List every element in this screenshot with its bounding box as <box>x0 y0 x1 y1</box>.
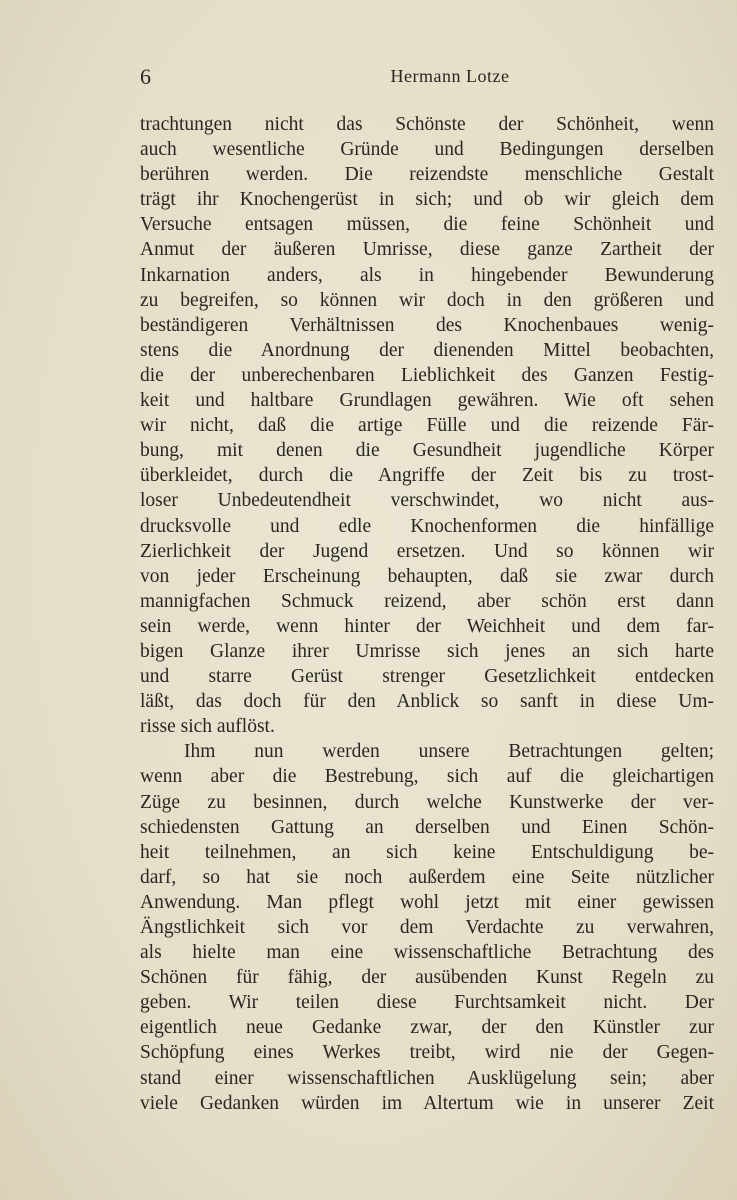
text-line: stens die Anordnung der dienenden Mittel beobachten, <box>140 339 714 361</box>
text-line: berühren werden. Die reizendste menschliche Gestalt <box>140 164 714 186</box>
text-line: schiedensten Gattung an derselben und Einen Schön- <box>140 816 714 838</box>
text-line: trachtungen nicht das Schönste der Schönheit, wenn <box>140 114 714 135</box>
text-line: risse sich auflöst. <box>140 716 275 738</box>
text-line: viele Gedanken würden im Altertum wie in unserer Zeit <box>140 1092 714 1114</box>
text-line: Inkarnation anders, als in hingebender Bewunderung <box>140 264 714 286</box>
text-line: zu begreifen, so können wir doch in den größeren und <box>140 289 714 311</box>
running-title: Hermann Lotze <box>390 66 510 86</box>
text-line: und starre Gerüst strenger Gesetzlichkeit entdecken <box>140 666 714 688</box>
text-line: Ihm nun werden unsere Betrachtungen gelten; <box>184 741 714 763</box>
text-line: Anmut der äußeren Umrisse, diese ganze Zartheit der <box>140 239 714 261</box>
text-line: bung, mit denen die Gesundheit jugendliche Körper <box>140 440 714 462</box>
text-line: mannigfachen Schmuck reizend, aber schön erst dann <box>140 590 714 612</box>
text-line: die der unberechenbaren Lieblichkeit des Ganzen Festig- <box>140 364 714 386</box>
text-line: als hielte man eine wissenschaftliche Betrachtung des <box>140 942 714 964</box>
text-line: wenn aber die Bestrebung, sich auf die gleichartigen <box>140 766 714 788</box>
text-line: von jeder Erscheinung behaupten, daß sie zwar durch <box>140 565 714 587</box>
page-number: 6 <box>140 64 151 89</box>
text-line: sein werde, wenn hinter der Weichheit und dem far- <box>140 615 714 637</box>
text-line: eigentlich neue Gedanke zwar, der den Künstler zur <box>140 1017 714 1039</box>
text-line: heit teilnehmen, an sich keine Entschuldigung be- <box>140 841 714 863</box>
text-line: Anwendung. Man pflegt wohl jetzt mit einer gewissen <box>140 891 714 913</box>
text-line: auch wesentliche Gründe und Bedingungen derselben <box>140 139 714 161</box>
text-line: wir nicht, daß die artige Fülle und die reizende Fär- <box>140 415 714 437</box>
text-line: loser Unbedeutendheit verschwindet, wo nicht aus- <box>140 490 714 512</box>
text-line: Schönen für fähig, der ausübenden Kunst Regeln zu <box>140 967 714 989</box>
body-text <box>140 112 714 1116</box>
text-line: Ängstlichkeit sich vor dem Verdachte zu verwahren, <box>140 917 714 938</box>
text-line: Versuche entsagen müssen, die feine Schönheit und <box>140 214 714 236</box>
text-line: bigen Glanze ihrer Umrisse sich jenes an sich harte <box>140 640 714 662</box>
text-line: beständigeren Verhältnissen des Knochenbaues wenig- <box>140 314 714 336</box>
text-line: darf, so hat sie noch außerdem eine Seite nützlicher <box>140 866 714 888</box>
text-line: stand einer wissenschaftlichen Ausklügelung sein; aber <box>140 1067 714 1089</box>
text-line: geben. Wir teilen diese Furchtsamkeit nicht. Der <box>140 992 714 1014</box>
text-line: trägt ihr Knochengerüst in sich; und ob wir gleich dem <box>140 189 714 211</box>
page-header <box>140 64 714 98</box>
text-line: Züge zu besinnen, durch welche Kunstwerke der ver- <box>140 791 714 813</box>
text-line: läßt, das doch für den Anblick so sanft in diese Um- <box>140 691 714 713</box>
text-line: Schöpfung eines Werkes treibt, wird nie der Gegen- <box>140 1042 714 1064</box>
text-line: drucksvolle und edle Knochenformen die hinfällige <box>140 515 714 537</box>
text-line: keit und haltbare Grundlagen gewähren. Wie oft sehen <box>140 390 714 412</box>
text-line: Zierlichkeit der Jugend ersetzen. Und so können wir <box>140 540 714 562</box>
text-line: überkleidet, durch die Angriffe der Zeit bis zu trost- <box>140 465 714 487</box>
